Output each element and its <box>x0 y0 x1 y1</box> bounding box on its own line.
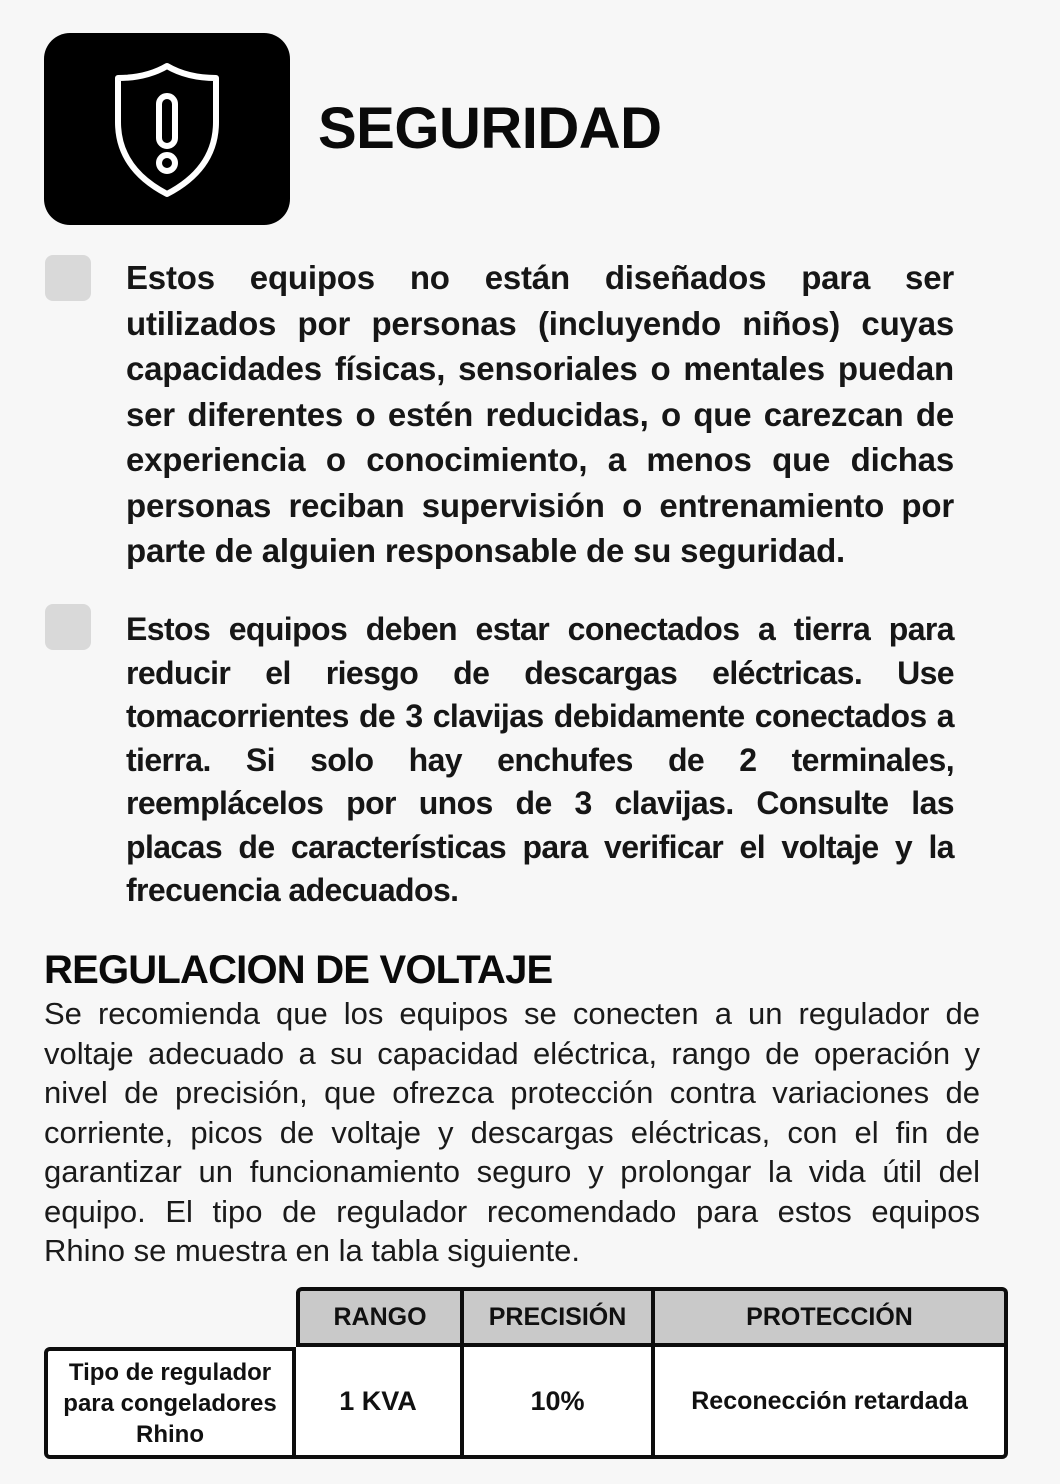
safety-paragraph-1: Estos equipos no están diseñados para ser utilizados por personas (incluyendo niños) cuyas capacidades físicas, sensoriales o mentales puedan ser diferentes o estén reducidas, o que carezcan de experiencia o conocimiento, a menos que dichas personas reciban supervisión o entrenamiento por parte de alguien responsable de su seguridad. <box>126 259 954 569</box>
table-cell-label <box>44 1347 296 1459</box>
table-header-proteccion: PROTECCIÓN <box>655 1287 1008 1347</box>
table-cell-precision: 10% <box>464 1347 655 1459</box>
table-header-rango: RANGO <box>296 1287 464 1347</box>
table-row <box>44 1347 1008 1459</box>
shield-exclamation-icon <box>112 60 222 200</box>
voltage-section-heading: REGULACION DE VOLTAJE <box>44 948 553 992</box>
checkbox-item-2[interactable] <box>45 604 91 650</box>
header-badge <box>44 33 290 225</box>
table-header-row <box>44 1287 1008 1347</box>
safety-paragraph-2: Estos equipos deben estar conectados a tierra para reducir el riesgo de descargas eléctricas. Use tomacorrientes de 3 clavijas debidamente conectados a tierra. Si solo hay enchufes de 2 terminales, reemplácelos por unos de 3 clavijas. Consulte las placas de características para verificar el voltaje y la frecuencia adecuados. <box>126 611 954 908</box>
table-cell-rango: 1 KVA <box>296 1347 464 1459</box>
table-header-precision: PRECISIÓN <box>464 1287 655 1347</box>
table-header-blank <box>44 1287 296 1347</box>
page-title: SEGURIDAD <box>318 96 662 161</box>
table-cell-label-text: Tipo de regulador para congeladores Rhino <box>63 1358 277 1448</box>
table-cell-proteccion: Reconección retardada <box>655 1347 1008 1459</box>
checkbox-item-1[interactable] <box>45 255 91 301</box>
regulator-table <box>44 1287 1008 1459</box>
voltage-section-body: Se recomienda que los equipos se conecten a un regulador de voltaje adecuado a su capacidad eléctrica, rango de operación y nivel de precisión, que ofrezca protección contra variaciones de corriente, picos de voltaje y descargas eléctricas, con el fin de garantizar un funcionamiento seguro y prolongar la vida útil del equipo. El tipo de regulador recomendado para estos equipos Rhino se muestra en la tabla siguiente. <box>44 996 980 1268</box>
